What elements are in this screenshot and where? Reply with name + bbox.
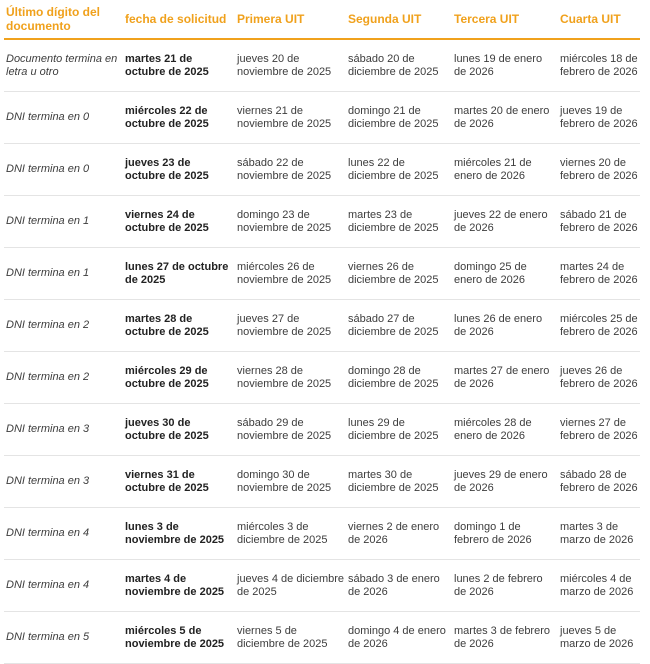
last-digit-cell: DNI termina en 5: [4, 612, 123, 664]
first-uit-cell: jueves 4 de diciembre de 2025: [235, 560, 346, 612]
request-date-cell: lunes 27 de octubre de 2025: [123, 248, 235, 300]
fourth-uit-cell: sábado 21 de febrero de 2026: [558, 196, 640, 248]
request-date-cell: miércoles 5 de noviembre de 2025: [123, 612, 235, 664]
third-uit-cell: jueves 29 de enero de 2026: [452, 456, 558, 508]
third-uit-cell: lunes 19 de enero de 2026: [452, 39, 558, 92]
first-uit-cell: viernes 5 de diciembre de 2025: [235, 612, 346, 664]
fourth-uit-cell: jueves 26 de febrero de 2026: [558, 352, 640, 404]
third-uit-cell: miércoles 21 de enero de 2026: [452, 144, 558, 196]
fourth-uit-cell: viernes 20 de febrero de 2026: [558, 144, 640, 196]
third-uit-cell: lunes 26 de enero de 2026: [452, 300, 558, 352]
table-row: [4, 92, 640, 144]
table-row: [4, 248, 640, 300]
second-uit-cell: viernes 2 de enero de 2026: [346, 508, 452, 560]
fourth-uit-cell: miércoles 25 de febrero de 2026: [558, 300, 640, 352]
table-row: [4, 456, 640, 508]
last-digit-cell: Documento termina en letra u otro: [4, 39, 123, 92]
last-digit-cell: DNI termina en 0: [4, 92, 123, 144]
fourth-uit-cell: jueves 19 de febrero de 2026: [558, 92, 640, 144]
table-row: [4, 39, 640, 92]
third-uit-cell: jueves 22 de enero de 2026: [452, 196, 558, 248]
header-second-uit: Segunda UIT: [346, 0, 452, 39]
third-uit-cell: martes 20 de enero de 2026: [452, 92, 558, 144]
fourth-uit-cell: martes 3 de marzo de 2026: [558, 508, 640, 560]
header-last-digit: Último dígito del documento: [4, 0, 123, 39]
last-digit-cell: DNI termina en 0: [4, 144, 123, 196]
last-digit-cell: DNI termina en 4: [4, 560, 123, 612]
table-row: [4, 196, 640, 248]
second-uit-cell: sábado 3 de enero de 2026: [346, 560, 452, 612]
first-uit-cell: domingo 23 de noviembre de 2025: [235, 196, 346, 248]
second-uit-cell: sábado 20 de diciembre de 2025: [346, 39, 452, 92]
request-date-cell: jueves 30 de octubre de 2025: [123, 404, 235, 456]
first-uit-cell: miércoles 26 de noviembre de 2025: [235, 248, 346, 300]
last-digit-cell: DNI termina en 2: [4, 352, 123, 404]
second-uit-cell: domingo 4 de enero de 2026: [346, 612, 452, 664]
second-uit-cell: domingo 21 de diciembre de 2025: [346, 92, 452, 144]
first-uit-cell: sábado 22 de noviembre de 2025: [235, 144, 346, 196]
last-digit-cell: DNI termina en 1: [4, 196, 123, 248]
third-uit-cell: miércoles 28 de enero de 2026: [452, 404, 558, 456]
fourth-uit-cell: miércoles 4 de marzo de 2026: [558, 560, 640, 612]
table-row: [4, 404, 640, 456]
first-uit-cell: viernes 21 de noviembre de 2025: [235, 92, 346, 144]
table-row: [4, 300, 640, 352]
second-uit-cell: sábado 27 de diciembre de 2025: [346, 300, 452, 352]
fourth-uit-cell: martes 24 de febrero de 2026: [558, 248, 640, 300]
first-uit-cell: sábado 29 de noviembre de 2025: [235, 404, 346, 456]
request-date-cell: martes 21 de octubre de 2025: [123, 39, 235, 92]
table-row: [4, 352, 640, 404]
last-digit-cell: DNI termina en 3: [4, 404, 123, 456]
request-date-cell: viernes 24 de octubre de 2025: [123, 196, 235, 248]
fourth-uit-cell: miércoles 18 de febrero de 2026: [558, 39, 640, 92]
table-row: [4, 508, 640, 560]
header-fourth-uit: Cuarta UIT: [558, 0, 640, 39]
third-uit-cell: lunes 2 de febrero de 2026: [452, 560, 558, 612]
fourth-uit-cell: viernes 27 de febrero de 2026: [558, 404, 640, 456]
first-uit-cell: jueves 20 de noviembre de 2025: [235, 39, 346, 92]
third-uit-cell: martes 3 de febrero de 2026: [452, 612, 558, 664]
last-digit-cell: DNI termina en 2: [4, 300, 123, 352]
second-uit-cell: domingo 28 de diciembre de 2025: [346, 352, 452, 404]
request-date-cell: lunes 3 de noviembre de 2025: [123, 508, 235, 560]
second-uit-cell: martes 23 de diciembre de 2025: [346, 196, 452, 248]
second-uit-cell: viernes 26 de diciembre de 2025: [346, 248, 452, 300]
first-uit-cell: miércoles 3 de diciembre de 2025: [235, 508, 346, 560]
header-first-uit: Primera UIT: [235, 0, 346, 39]
first-uit-cell: jueves 27 de noviembre de 2025: [235, 300, 346, 352]
table-header-row: [4, 0, 640, 39]
first-uit-cell: viernes 28 de noviembre de 2025: [235, 352, 346, 404]
last-digit-cell: DNI termina en 3: [4, 456, 123, 508]
header-request-date: fecha de solicitud: [123, 0, 235, 39]
table-row: [4, 560, 640, 612]
request-date-cell: jueves 23 de octubre de 2025: [123, 144, 235, 196]
table-row: [4, 612, 640, 664]
table-body: [4, 39, 640, 664]
fourth-uit-cell: jueves 5 de marzo de 2026: [558, 612, 640, 664]
third-uit-cell: martes 27 de enero de 2026: [452, 352, 558, 404]
header-third-uit: Tercera UIT: [452, 0, 558, 39]
last-digit-cell: DNI termina en 4: [4, 508, 123, 560]
third-uit-cell: domingo 1 de febrero de 2026: [452, 508, 558, 560]
fourth-uit-cell: sábado 28 de febrero de 2026: [558, 456, 640, 508]
second-uit-cell: lunes 22 de diciembre de 2025: [346, 144, 452, 196]
request-date-cell: viernes 31 de octubre de 2025: [123, 456, 235, 508]
request-date-cell: martes 4 de noviembre de 2025: [123, 560, 235, 612]
last-digit-cell: DNI termina en 1: [4, 248, 123, 300]
table-row: [4, 144, 640, 196]
request-date-cell: miércoles 29 de octubre de 2025: [123, 352, 235, 404]
first-uit-cell: domingo 30 de noviembre de 2025: [235, 456, 346, 508]
second-uit-cell: martes 30 de diciembre de 2025: [346, 456, 452, 508]
uit-schedule-table: [4, 0, 640, 664]
third-uit-cell: domingo 25 de enero de 2026: [452, 248, 558, 300]
request-date-cell: martes 28 de octubre de 2025: [123, 300, 235, 352]
second-uit-cell: lunes 29 de diciembre de 2025: [346, 404, 452, 456]
request-date-cell: miércoles 22 de octubre de 2025: [123, 92, 235, 144]
